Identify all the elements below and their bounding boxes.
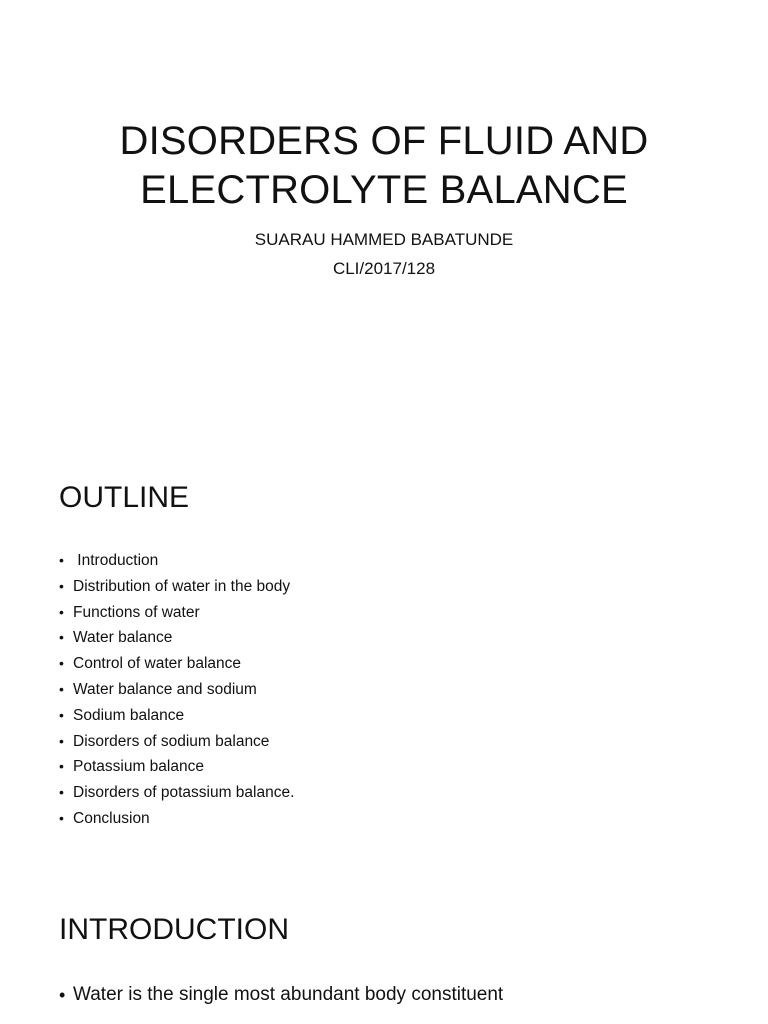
outline-item <box>59 574 294 600</box>
bullet-icon: • <box>59 809 64 826</box>
introduction-slide <box>0 864 768 1024</box>
bullet-icon: • <box>59 732 64 749</box>
bullet-icon: • <box>59 655 64 672</box>
outline-item-label: Potassium balance <box>73 758 204 776</box>
title-line-1: DISORDERS OF FLUID AND <box>119 119 649 163</box>
outline-item <box>59 651 294 677</box>
outline-item-label: Water balance and sodium <box>73 680 257 698</box>
bullet-icon: • <box>59 784 64 801</box>
outline-item <box>59 703 294 729</box>
outline-item <box>59 806 294 832</box>
outline-item <box>59 677 294 703</box>
presentation-title <box>0 117 768 215</box>
outline-item-label: Disorders of potassium balance. <box>73 784 295 802</box>
outline-item <box>59 754 294 780</box>
introduction-item <box>59 980 503 1010</box>
outline-list <box>59 548 294 832</box>
outline-item <box>59 548 294 574</box>
outline-item <box>59 625 294 651</box>
bullet-icon: • <box>59 603 64 620</box>
introduction-list <box>59 980 503 1010</box>
outline-item <box>59 600 294 626</box>
bullet-icon: • <box>59 629 64 646</box>
bullet-icon: • <box>59 985 66 1005</box>
introduction-item-label: Water is the single most abundant body constituent <box>73 984 504 1005</box>
author-id: CLI/2017/128 <box>332 259 436 278</box>
title-line-2: ELECTROLYTE BALANCE <box>140 168 628 212</box>
outline-item-label: Functions of water <box>73 603 200 621</box>
title-slide <box>0 0 768 432</box>
bullet-icon: • <box>59 680 64 697</box>
outline-slide <box>0 432 768 864</box>
outline-item-label: Conclusion <box>73 809 150 827</box>
outline-item-label: Water balance <box>73 629 173 647</box>
introduction-heading: INTRODUCTION <box>59 913 289 946</box>
outline-item-label: Introduction <box>73 552 159 569</box>
outline-item-label: Control of water balance <box>73 655 242 673</box>
outline-item-label: Disorders of sodium balance <box>73 732 270 750</box>
outline-item <box>59 729 294 755</box>
outline-item-label: Distribution of water in the body <box>73 577 291 595</box>
author-name: SUARAU HAMMED BABATUNDE <box>254 230 514 249</box>
outline-heading: OUTLINE <box>59 481 190 514</box>
bullet-icon: • <box>59 552 64 568</box>
bullet-icon: • <box>59 758 64 775</box>
outline-item <box>59 780 294 806</box>
outline-item-label: Sodium balance <box>73 706 185 724</box>
bullet-icon: • <box>59 577 64 594</box>
bullet-icon: • <box>59 706 64 723</box>
